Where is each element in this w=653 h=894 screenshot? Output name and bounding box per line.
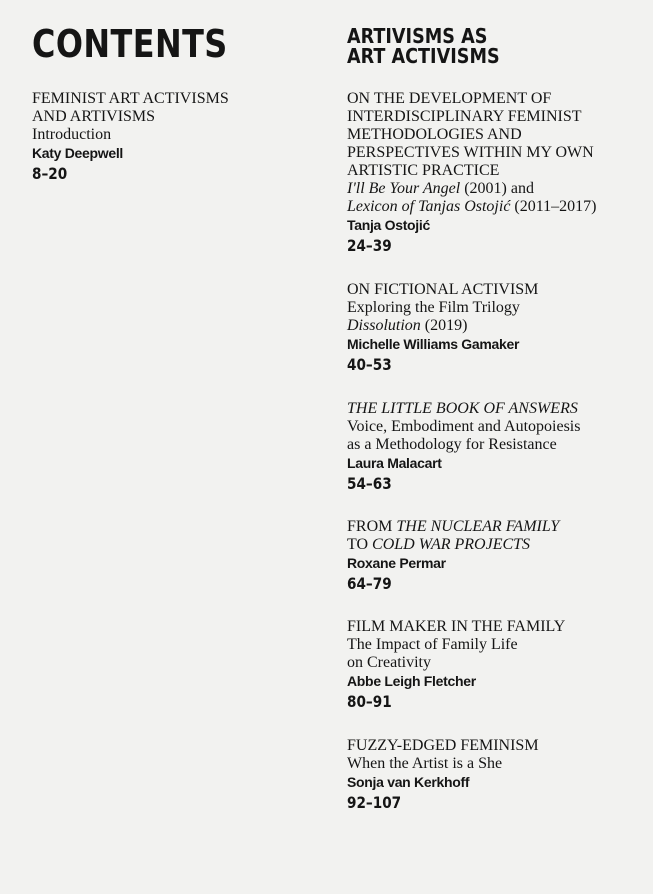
toc-entry-introduction[interactable] (32, 90, 229, 185)
entry-author: Katy Deepwell (32, 145, 124, 161)
entry-title: ON FICTIONAL ACTIVISM (347, 281, 539, 298)
subtitle-text: (2019) (420, 317, 468, 334)
entry-author: Abbe Leigh Fletcher (347, 673, 476, 689)
toc-entry[interactable] (347, 618, 565, 713)
work-title: Lexicon of Tanjas Ostojić (347, 198, 511, 215)
title-text: FROM (347, 518, 397, 535)
entry-title: INTERDISCIPLINARY FEMINIST (347, 108, 582, 125)
entry-subtitle (347, 317, 538, 335)
entry-title: FILM MAKER IN THE FAMILY (347, 618, 566, 635)
entry-title (347, 518, 559, 536)
work-title: Dissolution (347, 317, 421, 334)
entry-title: ON THE DEVELOPMENT OF (347, 90, 552, 107)
page-title: CONTENTS (32, 22, 228, 66)
entry-pages: 92–107 (347, 793, 402, 812)
entry-author: Tanja Ostojić (347, 217, 430, 233)
entry-author: Sonja van Kerkhoff (347, 774, 470, 790)
toc-entry[interactable] (347, 400, 580, 495)
entry-subtitle: as a Methodology for Resistance (347, 436, 557, 453)
entry-subtitle (347, 198, 596, 216)
subtitle-text: (2001) and (460, 180, 534, 197)
work-title: COLD WAR PROJECTS (372, 536, 531, 553)
entry-pages: 80–91 (347, 692, 392, 711)
entry-author: Roxane Permar (347, 555, 446, 571)
entry-subtitle: Introduction (32, 126, 112, 143)
entry-pages: 8–20 (32, 164, 68, 183)
entry-subtitle (347, 180, 596, 198)
work-title: THE LITTLE BOOK OF ANSWERS (347, 400, 578, 417)
entry-pages: 54–63 (347, 474, 392, 493)
entry-title: ARTISTIC PRACTICE (347, 162, 500, 179)
entry-subtitle: Exploring the Film Trilogy (347, 299, 520, 316)
section-heading (347, 26, 500, 66)
section-heading-line: ARTIVISMS AS (347, 24, 488, 48)
section-heading-line: ART ACTIVISMS (347, 44, 500, 68)
entry-title: FEMINIST ART ACTIVISMS (32, 90, 229, 107)
entry-title: FUZZY-EDGED FEMINISM (347, 737, 539, 754)
work-title: THE NUCLEAR FAMILY (396, 518, 560, 535)
work-title: I'll Be Your Angel (347, 180, 461, 197)
entry-subtitle: When the Artist is a She (347, 755, 503, 772)
entry-title: PERSPECTIVES WITHIN MY OWN (347, 144, 594, 161)
entry-pages: 40–53 (347, 355, 392, 374)
entry-subtitle: Voice, Embodiment and Autopoiesis (347, 418, 581, 435)
entry-author: Laura Malacart (347, 455, 442, 471)
entry-subtitle: The Impact of Family Life (347, 636, 518, 653)
title-text: TO (347, 536, 373, 553)
toc-entry[interactable] (347, 518, 559, 595)
entry-author: Michelle Williams Gamaker (347, 336, 520, 352)
toc-entry[interactable] (347, 281, 538, 376)
toc-entry[interactable] (347, 737, 539, 814)
entry-pages: 64–79 (347, 574, 392, 593)
entry-title (347, 536, 559, 554)
entry-pages: 24–39 (347, 236, 392, 255)
entry-title: AND ARTIVISMS (32, 108, 156, 125)
entry-subtitle: on Creativity (347, 654, 431, 671)
subtitle-text: (2011–2017) (510, 198, 597, 215)
toc-entry[interactable] (347, 90, 596, 257)
entry-title (347, 400, 580, 418)
entry-title: METHODOLOGIES AND (347, 126, 522, 143)
